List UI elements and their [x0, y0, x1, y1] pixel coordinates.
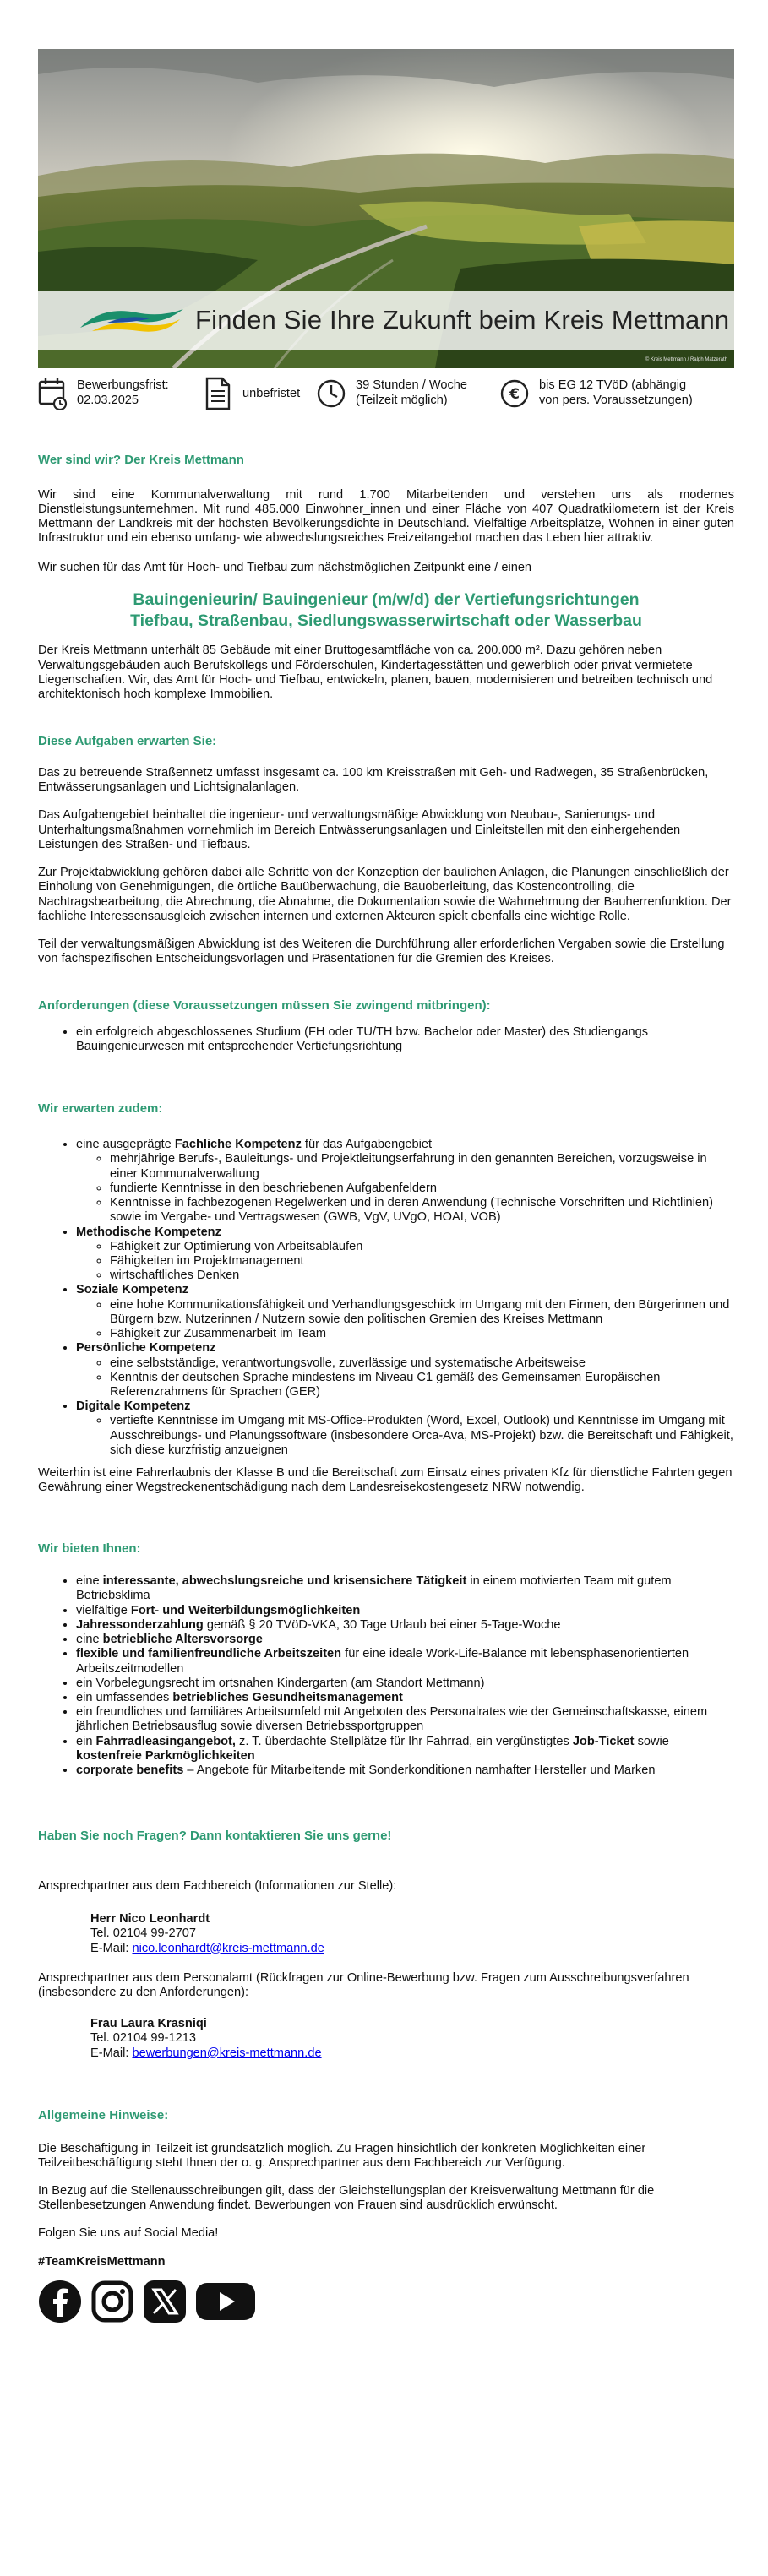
list-item: • ein umfassendes betriebliches Gesundheitsmanagement — [76, 1691, 734, 1705]
fact-salary — [500, 375, 734, 416]
fact-duration — [204, 375, 330, 416]
tasks-paragraph-3: Zur Projektabwicklung gehören dabei alle Schritte von der Konzeption der baulichen Anlagen, die Planungen einschließlich der Einholung von Genehmigungen, die örtliche Bauüberwachung, die Bauoberleitung, das Kostencontrolling, die Nachtragsbearbeitung, die Abrechnung, die Abnahme, die Dokumentation sowie die Wahrnehmung der Bauherrenfunktion. Der fachliche Interessensausgleich zwischen internen und externen Akteuren spielt ebenfalls eine wichtige Rolle. — [38, 866, 732, 923]
key-facts-row — [38, 375, 734, 422]
sub-list — [76, 1240, 734, 1284]
list-item: • Methodische Kompetenz ◦ Fähigkeit zur Optimierung von Arbeitsabläufen ◦ Fähigkeiten im Projektmanagement ◦ wirtschaftliches Denken — [76, 1226, 734, 1284]
equality-paragraph: In Bezug auf die Stellenausschreibungen gilt, dass der Gleichstellungsplan der Kreisverwaltung Mettmann für die Stellenbesetzungen Anwendung findet. Bewerbungen von Frauen sind ausdrücklich erwünscht. — [38, 2184, 655, 2213]
list-item: • eine interessante, abwechslungsreiche und krisensichere Tätigkeit in einem motivierten Team mit gutem Betriebsklima — [76, 1574, 734, 1603]
list-item: ◦ Kenntnisse in fachbezogenen Regelwerken und in deren Anwendung (Technische Vorschriften und Richtlinien) sowie im Vergabe- und Vertragswesen (GWB, VgV, UVgO, HOAI, VOB) — [110, 1196, 734, 1225]
list-item: • ein freundliches und familiäres Arbeitsumfeld mit Angeboten des Personalrates wie der Gemeinschaftskasse, einem jährlichen Betriebsausflug sowie diversen Betriebssportgruppen — [76, 1705, 734, 1734]
fact-hours — [317, 375, 494, 416]
list-item: ◦ mehrjährige Berufs-, Bauleitungs- und Projektleitungserfahrung in den genannten Bereichen, vorzugsweise in einer Kommunalverwaltung — [110, 1152, 734, 1181]
salary-text: bis EG 12 TVöD (abhängig von pers. Voraussetzungen) — [539, 378, 693, 407]
facebook-icon[interactable] — [38, 2280, 82, 2323]
hashtag: #TeamKreisMettmann — [38, 2254, 166, 2269]
list-item: ◦ Fähigkeit zur Zusammenarbeit im Team — [110, 1327, 734, 1341]
offer-list — [38, 1574, 734, 1778]
about-heading: Wer sind wir? Der Kreis Mettmann — [38, 453, 244, 467]
list-item: • corporate benefits – Angebote für Mitarbeitende mit Sonderkonditionen namhafter Hersteller und Marken — [76, 1764, 734, 1778]
list-item: • eine betriebliche Altersvorsorge — [76, 1633, 734, 1647]
job-title — [38, 590, 734, 633]
list-item: • Jahressonderzahlung gemäß § 20 TVöD-VKA, 30 Tage Urlaub bei einer 5-Tage-Woche — [76, 1618, 734, 1633]
list-item: • ein Vorbelegungsrecht im ortsnahen Kindergarten (am Standort Mettmann) — [76, 1677, 734, 1691]
instagram-icon[interactable] — [90, 2280, 134, 2323]
list-item: • eine ausgeprägte Fachliche Kompetenz für das Aufgabengebiet ◦ mehrjährige Berufs-, Bauleitungs- und Projektleitungserfahrung in den genannten Bereichen, vorzugsweise in einer Kommunalverwaltung ◦ fundierte Kenntnisse in den beschriebenen Aufgabenfeldern ◦ Kenntnisse in fachbezogenen Regelwerken und in deren Anwendung (Technische Vorschriften und Richtlinien) sowie im Vergabe- und Vertragswesen (GWB, VgV, UVgO, HOAI, VOB) — [76, 1138, 734, 1225]
list-item: ◦ Kenntnis der deutschen Sprache mindestens im Niveau C1 gemäß des Gemeinsamen Europäischen Referenzrahmens für Sprachen (GER) — [110, 1371, 734, 1399]
job-title-line-1: Bauingenieurin/ Bauingenieur (m/w/d) der Vertiefungsrichtungen — [133, 590, 640, 609]
kreis-mettmann-logo — [77, 302, 187, 336]
brand-bar — [38, 291, 734, 350]
expectations-list — [38, 1138, 734, 1458]
euro-icon — [500, 377, 531, 410]
parttime-paragraph: Die Beschäftigung in Teilzeit ist grundsätzlich möglich. Zu Fragen hinsichtlich der konkreten Möglichkeiten einer Teilzeitbeschäftigung steht Ihnen der o. g. Ansprechpartner aus dem Fachbereich zur Verfügung. — [38, 2141, 646, 2170]
svg-text:€: € — [509, 386, 520, 403]
brand-slogan: Finden Sie Ihre Zukunft beim Kreis Mettmann — [195, 305, 730, 334]
list-item: ◦ fundierte Kenntnisse in den beschriebenen Aufgabenfeldern — [110, 1182, 734, 1196]
contact-phone: Tel. 02104 99-1213 — [90, 2031, 196, 2046]
list-item: ◦ Fähigkeit zur Optimierung von Arbeitsabläufen — [110, 1240, 734, 1254]
list-item: • ein erfolgreich abgeschlossenes Studium (FH oder TU/TH bzw. Bachelor oder Master) des Studiengangs Bauingenieurwesen mit entsprechender Vertiefungsrichtung — [76, 1025, 734, 1054]
list-item: • vielfältige Fort- und Weiterbildungsmöglichkeiten — [76, 1604, 734, 1618]
list-item: ◦ vertiefte Kenntnisse im Umgang mit MS-Office-Produkten (Word, Excel, Outlook) und Kenntnisse im Umgang mit Ausschreibungs- und Planungssoftware (insbesondere Orca-Ava, MS-Projekt) bzw. die Bereitschaft und Fähigkeit, sich diese kurzfristig anzueignen — [110, 1414, 734, 1458]
deadline-text: Bewerbungsfrist: 02.03.2025 — [77, 378, 169, 407]
tasks-paragraph-4: Teil der verwaltungsmäßigen Abwicklung ist des Weiteren die Durchführung aller erforderlichen Vergaben sowie die Erstellung von fachspezifischen Entscheidungsvorlagen und Präsentationen für die Gremien des Kreises. — [38, 937, 725, 966]
list-item: • Digitale Kompetenz ◦ vertiefte Kenntnisse im Umgang mit MS-Office-Produkten (Word, Excel, Outlook) und Kenntnisse im Umgang mit Ausschreibungs- und Planungssoftware (insbesondere Orca-Ava, MS-Projekt) bzw. die Bereitschaft und Fähigkeit, sich diese kurzfristig anzueignen — [76, 1399, 734, 1458]
contact-intro-personnel: Ansprechpartner aus dem Personalamt (Rückfragen zur Online-Bewerbung bzw. Fragen zum Ausschreibungsverfahren (insbesondere zu den Anforderungen): — [38, 1970, 689, 2000]
sub-list — [76, 1356, 734, 1400]
list-item: • ein Fahrradleasingangebot, z. T. überdachte Stellplätze für Ihr Fahrrad, ein vergünstigtes Job-Ticket sowie kostenfreie Parkmöglichkeiten — [76, 1735, 734, 1764]
general-heading: Allgemeine Hinweise: — [38, 2107, 169, 2122]
search-intro: Wir suchen für das Amt für Hoch- und Tiefbau zum nächstmöglichen Zeitpunkt eine / einen — [38, 560, 532, 574]
hours-text: 39 Stunden / Woche (Teilzeit möglich) — [356, 378, 467, 407]
list-item: ◦ wirtschaftliches Denken — [110, 1269, 734, 1283]
x-twitter-icon[interactable] — [143, 2280, 187, 2323]
contact-name: Frau Laura Krasniqi — [90, 2017, 207, 2031]
duration-text: unbefristet — [242, 387, 301, 400]
sub-list — [76, 1298, 734, 1342]
contact-heading: Haben Sie noch Fragen? Dann kontaktieren Sie uns gerne! — [38, 1829, 392, 1844]
list-item: ◦ eine selbstständige, verantwortungsvolle, zuverlässige und systematische Arbeitsweise — [110, 1356, 734, 1371]
sub-list — [76, 1414, 734, 1458]
youtube-icon[interactable] — [195, 2280, 256, 2323]
contact-name: Herr Nico Leonhardt — [90, 1912, 210, 1927]
hero-banner — [38, 49, 734, 368]
social-media-links — [38, 2280, 734, 2323]
contact-block-personnel — [38, 2017, 734, 2061]
list-item: • Soziale Kompetenz ◦ eine hohe Kommunikationsfähigkeit und Verhandlungsgeschick im Umgang mit den Firmen, den Bürgerinnen und Bürgern bzw. Nutzerinnen / Nutzern sowie den politischen Gremien des Kreises Mettmann ◦ Fähigkeit zur Zusammenarbeit im Team — [76, 1283, 734, 1341]
email-link[interactable]: nico.leonhardt@kreis-mettmann.de — [132, 1941, 324, 1955]
requirements-list — [38, 1025, 734, 1054]
clock-icon — [317, 377, 347, 410]
calendar-icon — [38, 377, 68, 410]
contact-email-line: E-Mail: bewerbungen@kreis-mettmann.de — [90, 2046, 322, 2060]
license-paragraph: Weiterhin ist eine Fahrerlaubnis der Klasse B und die Bereitschaft zum Einsatz eines privaten Kfz für dienstliche Fahrten gegen Gewährung einer Wegstreckenentschädigung nach dem Landesreisekostengesetz NRW notwendig. — [38, 1466, 733, 1495]
list-item: • Persönliche Kompetenz ◦ eine selbstständige, verantwortungsvolle, zuverlässige und systematische Arbeitsweise ◦ Kenntnis der deutschen Sprache mindestens im Niveau C1 gemäß des Gemeinsamen Europäischen Referenzrahmens für Sprachen (GER) — [76, 1341, 734, 1399]
about-paragraph: Wir sind eine Kommunalverwaltung mit rund 1.700 Mitarbeitenden und verstehen uns als modernes Dienstleistungsunternehmen. Mit rund 485.000 Einwohner_innen und einer Fläche von 407 Quadratkilometern ist der Kreis Mettmann der Landkreis mit der höchsten Bevölkerungsdichte in Deutschland. Vielfältige Arbeitsplätze, Wohnen in einer guten Infrastruktur und ein ebenso umfang- wie abwechslungsreiches Freizeitangebot machen das Leben hier attraktiv. — [38, 487, 734, 546]
contact-intro-department: Ansprechpartner aus dem Fachbereich (Informationen zur Stelle): — [38, 1878, 397, 1893]
list-item: • flexible und familienfreundliche Arbeitszeiten für eine ideale Work-Life-Balance mit lebensphasenorientierten Arbeitszeitmodellen — [76, 1647, 734, 1676]
contact-phone: Tel. 02104 99-2707 — [90, 1927, 196, 1941]
photo-credit: © Kreis Mettmann / Ralph Matzerath — [645, 356, 727, 362]
expectations-heading: Wir erwarten zudem: — [38, 1101, 163, 1116]
tasks-heading: Diese Aufgaben erwarten Sie: — [38, 734, 217, 749]
content-column — [38, 49, 734, 2323]
tasks-paragraph-2: Das Aufgabengebiet beinhaltet die ingenieur- und verwaltungsmäßige Abwicklung von Neubau-, Sanierungs- und Unterhaltungsmaßnahmen vornehmlich im Bereich Entwässerungsanlagen und Einleitstellen mit den einhergehenden Leistungen des Straßen- und Tiefbaus. — [38, 808, 681, 851]
fact-deadline — [38, 375, 199, 416]
sub-list — [76, 1152, 734, 1225]
document-icon — [204, 377, 234, 410]
requirements-heading: Anforderungen (diese Voraussetzungen müssen Sie zwingend mitbringen): — [38, 998, 491, 1014]
offer-heading: Wir bieten Ihnen: — [38, 1541, 141, 1556]
job-title-line-2: Tiefbau, Straßenbau, Siedlungswasserwirtschaft oder Wasserbau — [130, 611, 642, 631]
tasks-paragraph-1: Das zu betreuende Straßennetz umfasst insgesamt ca. 100 km Kreisstraßen mit Geh- und Radwegen, 35 Straßenbrücken, Entwässerungsanlagen und Lichtsignalanlagen. — [38, 766, 709, 795]
social-intro: Folgen Sie uns auf Social Media! — [38, 2226, 219, 2241]
department-paragraph: Der Kreis Mettmann unterhält 85 Gebäude mit einer Bruttogesamtfläche von ca. 200.000 m². Dazu gehören neben Verwaltungsgebäuden auch Berufskollegs und Förderschulen, Kindertagesstätten und gewerblich oder privat vermietete Liegenschaften. Wir, das Amt für Hoch- und Tiefbau, entwickeln, planen, bauen, modernisieren und betreiben technisch und architektonisch hoch komplexe Immobilien. — [38, 644, 713, 702]
contact-block-department — [38, 1912, 734, 1956]
list-item: ◦ Fähigkeiten im Projektmanagement — [110, 1254, 734, 1269]
list-item: ◦ eine hohe Kommunikationsfähigkeit und Verhandlungsgeschick im Umgang mit den Firmen, den Bürgerinnen und Bürgern bzw. Nutzerinnen / Nutzern sowie den politischen Gremien des Kreises Mettmann — [110, 1298, 734, 1327]
contact-email-line: E-Mail: nico.leonhardt@kreis-mettmann.de — [90, 1941, 324, 1955]
email-link[interactable]: bewerbungen@kreis-mettmann.de — [132, 2046, 322, 2060]
